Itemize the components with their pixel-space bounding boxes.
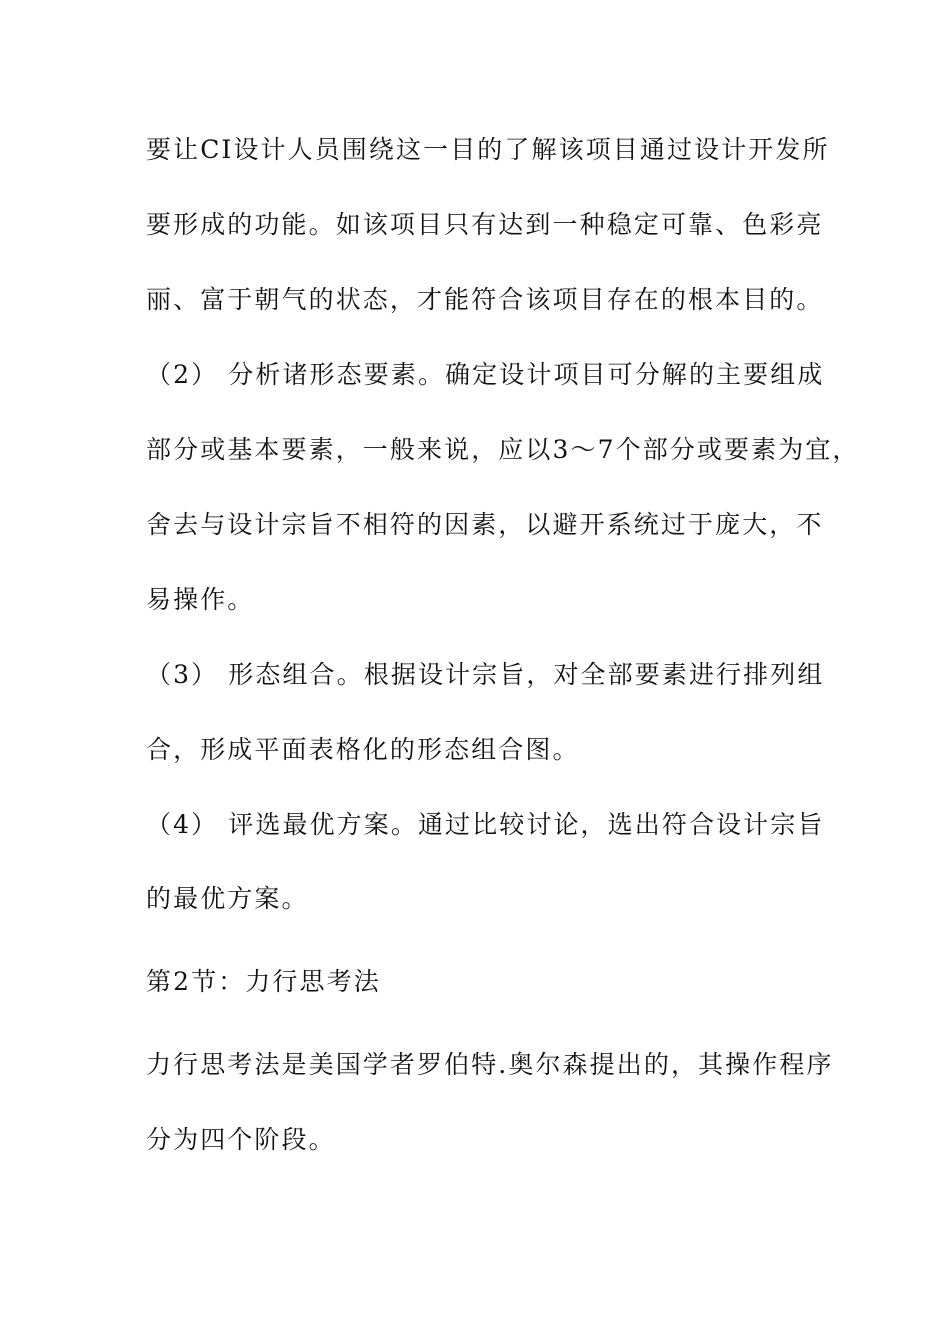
list-item-3-line-2: 合，形成平面表格化的形态组合图。 (146, 735, 580, 764)
section-paragraph-line-1: 力行思考法是美国学者罗伯特.奥尔森提出的，其操作程序 (146, 1050, 834, 1079)
paragraph-line-3: 丽、富于朝气的状态，才能符合该项目存在的根本目的。 (146, 285, 824, 314)
list-item-3-line-1: （3） 形态组合。根据设计宗旨，对全部要素进行排列组 (146, 660, 825, 689)
section-paragraph-line-2: 分为四个阶段。 (146, 1125, 336, 1154)
list-item-2-line-4: 易操作。 (146, 585, 255, 614)
list-item-4-line-1: （4） 评选最优方案。通过比较讨论，选出符合设计宗旨 (146, 810, 825, 839)
paragraph-line-2: 要形成的功能。如该项目只有达到一种稳定可靠、色彩亮 (146, 210, 824, 239)
list-item-2-line-1: （2） 分析诸形态要素。确定设计项目可分解的主要组成 (146, 360, 825, 389)
list-item-2-line-2: 部分或基本要素，一般来说，应以3～7个部分或要素为宜， (146, 435, 860, 464)
section-heading: 第2节：力行思考法 (146, 967, 381, 996)
paragraph-line-1: 要让CI设计人员围绕这一目的了解该项目通过设计开发所 (146, 135, 830, 164)
list-item-4-line-2: 的最优方案。 (146, 884, 309, 913)
list-item-2-line-3: 舍去与设计宗旨不相符的因素，以避开系统过于庞大，不 (146, 510, 824, 539)
